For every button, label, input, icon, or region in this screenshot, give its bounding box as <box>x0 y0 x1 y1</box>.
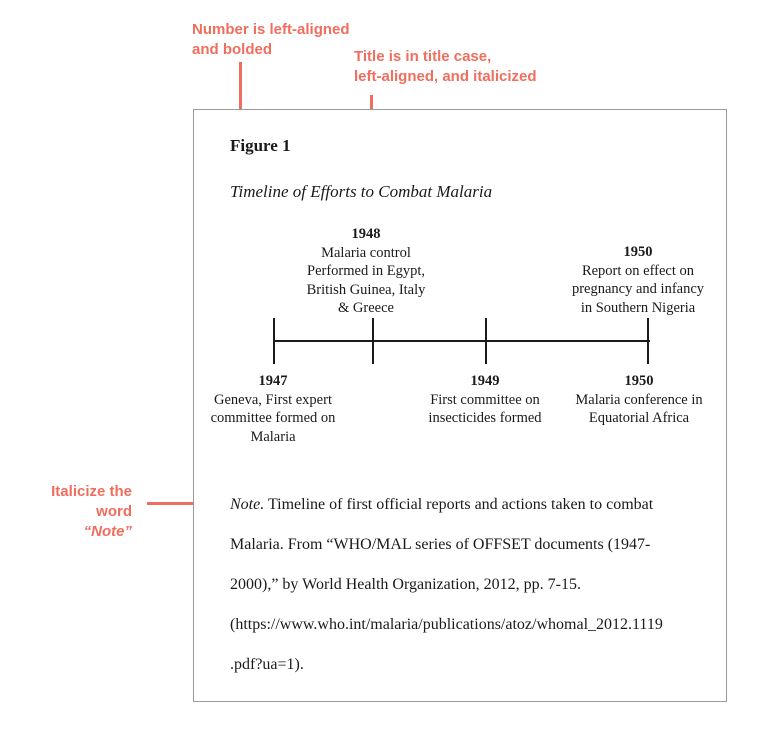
timeline-event-line: Equatorial Africa <box>588 410 690 426</box>
timeline-event-year: 1949 <box>470 373 500 389</box>
annotation-figure-number <box>192 20 350 60</box>
figure-number: Figure 1 <box>230 136 291 155</box>
note-line <box>230 485 716 525</box>
timeline-event-1950-pregnancy <box>553 243 723 317</box>
note-line: .pdf?ua=1). <box>230 656 304 673</box>
note-line: (https://www.who.int/malaria/publications/atoz/whomal_2012.1119 <box>230 616 663 633</box>
timeline-event-line: Geneva, First expert <box>214 391 332 408</box>
timeline-event-1949 <box>405 372 565 428</box>
annotation-text-line: Title is in title case, <box>354 48 492 65</box>
timeline-event-line: First committee on <box>430 391 540 408</box>
annotation-text-line: “Note” <box>83 523 132 540</box>
timeline-event-1948 <box>281 225 451 318</box>
figure-title: Timeline of Efforts to Combat Malaria <box>230 182 493 201</box>
annotation-text-line: Number is left-aligned <box>192 21 350 38</box>
figure-panel <box>193 109 727 702</box>
timeline-event-line: Performed in Egypt, <box>307 263 425 279</box>
annotation-figure-title <box>354 47 537 87</box>
timeline-event-line: pregnancy and infancy <box>571 281 705 297</box>
timeline-axis <box>273 340 650 342</box>
annotation-text-line: and bolded <box>192 41 272 58</box>
timeline-event-line: Malaria <box>250 428 296 445</box>
timeline-event-year: 1950 <box>624 373 654 389</box>
annotation-note-word <box>12 482 132 542</box>
timeline-tick-1948 <box>372 318 374 364</box>
timeline-tick-1947 <box>273 318 275 364</box>
timeline-event-year: 1948 <box>351 226 381 242</box>
timeline-event-1950-conference <box>551 372 727 428</box>
timeline-event-line: insecticides formed <box>428 410 542 426</box>
note-line: 2000),” by World Health Organization, 2012, pp. 7-15. <box>230 576 581 593</box>
annotation-text-line: Italicize the word <box>51 483 132 520</box>
note-text: Timeline of first official reports and actions taken to combat <box>267 496 654 513</box>
timeline-event-line: in Southern Nigeria <box>580 299 696 316</box>
timeline-event-line: Report on effect on <box>581 262 695 279</box>
timeline-event-line: committee formed on <box>210 410 336 426</box>
timeline-event-year: 1947 <box>258 373 288 389</box>
timeline-tick-1949 <box>485 318 487 364</box>
timeline-event-line: Malaria control <box>321 244 411 261</box>
figure-note <box>230 485 716 685</box>
timeline-tick-1950 <box>647 318 649 364</box>
timeline-event-line: Malaria conference in <box>575 391 703 408</box>
timeline-event-line: British Guinea, Italy <box>306 281 426 298</box>
timeline-event-year: 1950 <box>623 244 653 260</box>
note-line: Malaria. From “WHO/MAL series of OFFSET documents (1947- <box>230 536 651 553</box>
note-label: Note. <box>230 496 265 513</box>
timeline-event-1947 <box>198 372 348 446</box>
annotation-text-line: left-aligned, and italicized <box>354 68 537 85</box>
timeline-event-line: & Greece <box>338 300 394 316</box>
